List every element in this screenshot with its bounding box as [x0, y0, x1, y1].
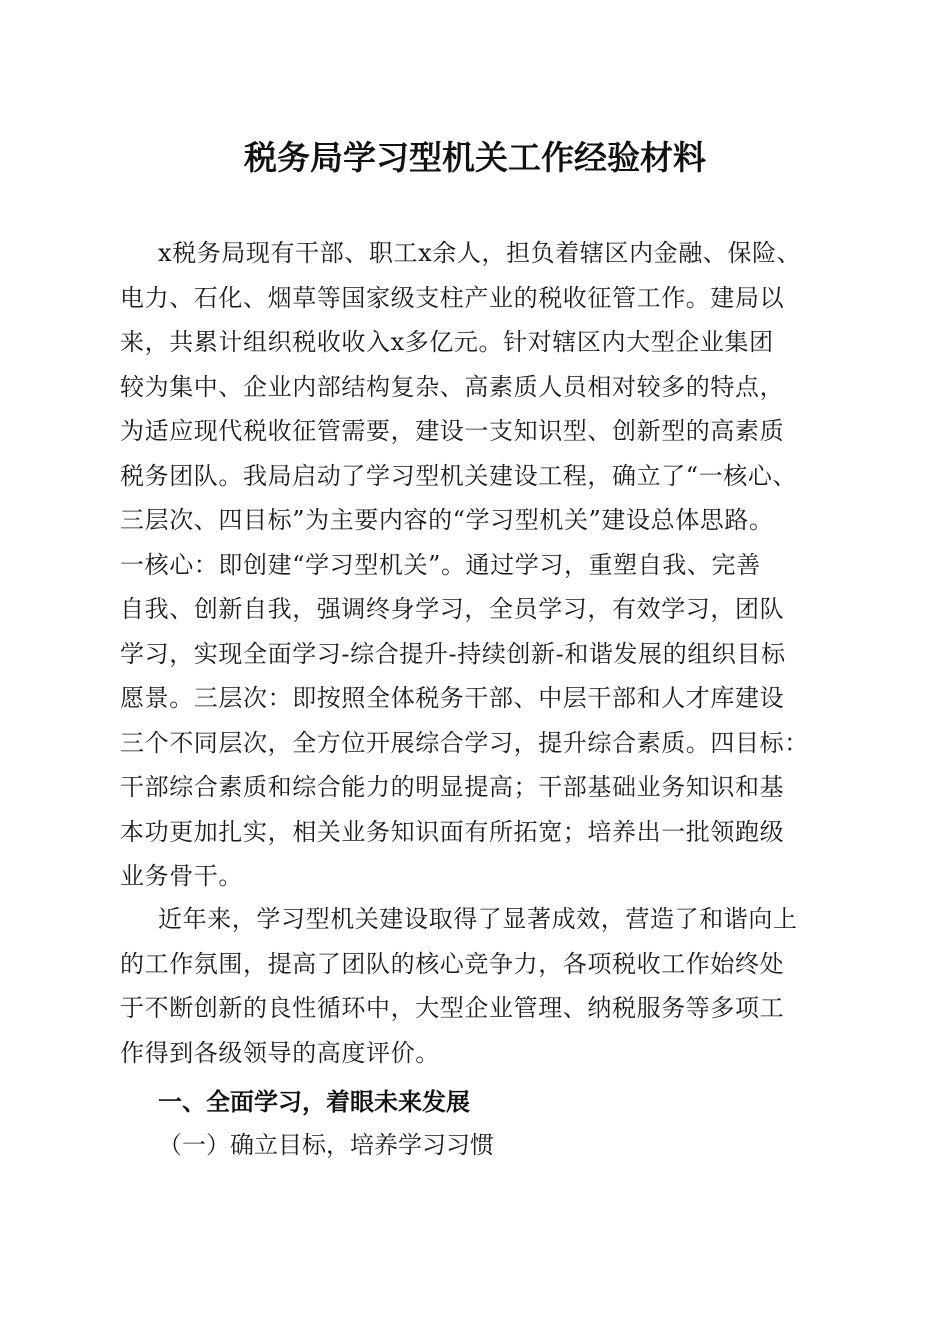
paragraph-line: 自我、创新自我，强调终身学习，全员学习，有效学习，团队: [120, 595, 785, 623]
paragraph-line: 愿景。三层次：即按照全体税务干部、中层干部和人才库建设: [120, 684, 785, 712]
paragraph-line: 本功更加扎实，相关业务知识面有所拓宽；培养出一批领跑级: [120, 817, 785, 846]
paragraph-achievements: [120, 897, 840, 1075]
paragraph-line: 来，共累计组织税收收入x多亿元。针对辖区内大型企业集团: [120, 328, 774, 356]
paragraph-line: 三层次、四目标”为主要内容的“学习型机关”建设总体思路。: [120, 506, 774, 534]
paragraph-line: 一核心：即创建“学习型机关”。通过学习，重塑自我、完善: [120, 550, 761, 579]
section-heading: 一、全面学习，着眼未来发展: [158, 1088, 470, 1116]
paragraph-line: 三个不同层次，全方位开展综合学习，提升综合素质。四目标：: [120, 728, 809, 757]
paragraph-line: 业务骨干。: [120, 862, 243, 890]
paragraph-line: 的工作氛围，提高了团队的核心竞争力，各项税收工作始终处: [120, 949, 785, 978]
paragraph-line: 于不断创新的良性循环中，大型企业管理、纳税服务等多项工: [120, 994, 785, 1022]
paragraph-intro: [120, 231, 840, 899]
paragraph-line: 干部综合素质和综合能力的明显提高；干部基础业务知识和基: [120, 773, 785, 801]
paragraph-line: 作得到各级领导的高度评价。: [120, 1038, 440, 1067]
paragraph-line: 税务团队。我局启动了学习型机关建设工程，确立了“一核心、: [120, 461, 798, 490]
paragraph-line: 为适应现代税收征管需要，建设一支知识型、创新型的高素质: [120, 417, 785, 445]
paragraph-line: 学习，实现全面学习-综合提升-持续创新-和谐发展的组织目标: [120, 639, 786, 668]
subsection-heading: （一）确立目标，培养学习习惯: [158, 1131, 494, 1159]
paragraph-line: 较为集中、企业内部结构复杂、高素质人员相对较多的特点，: [120, 372, 785, 401]
paragraph-line: x税务局现有干部、职工x余人，担负着辖区内金融、保险、: [158, 239, 802, 267]
document-title: 税务局学习型机关工作经验材料: [244, 138, 706, 177]
paragraph-line: 电力、石化、烟草等国家级支柱产业的税收征管工作。建局以: [120, 283, 785, 312]
paragraph-line: 近年来，学习型机关建设取得了显著成效，营造了和谐向上: [158, 905, 798, 933]
